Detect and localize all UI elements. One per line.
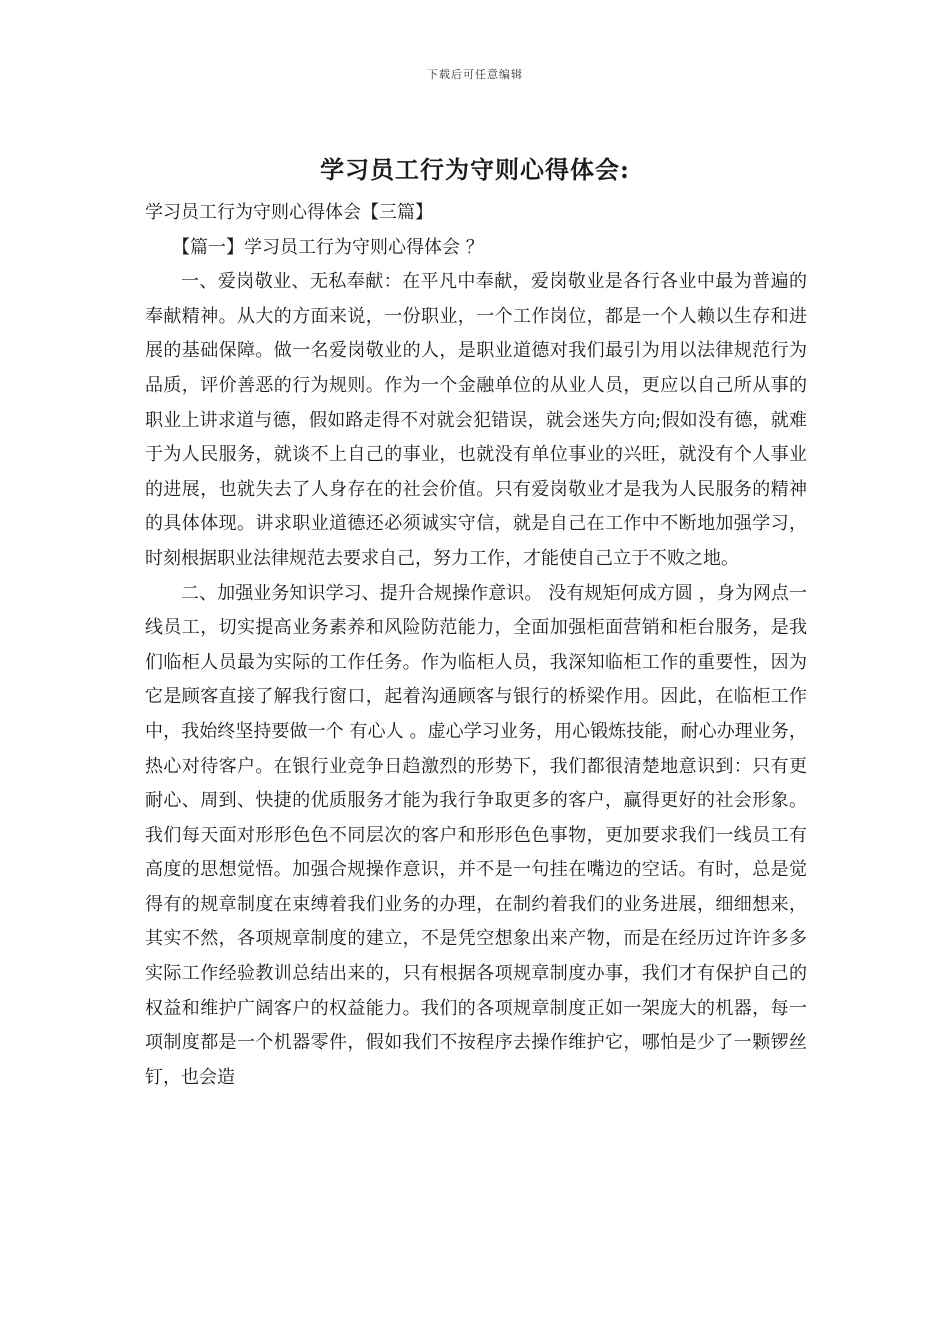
body-paragraph-2: 二、加强业务知识学习、提升合规操作意识。 没有规矩何成方圆 ，身为网点一线员工，切实提高业务素养和风险防范能力，全面加强柜面营销和柜台服务，是我们临柜人员最为实际的工作任务。作为临柜人员，我深知临柜工作的重要性，因为它是顾客直接了解我行窗口，起着沟通顾客与银行的桥梁作用。因此，在临柜工作中，我始终坚持要做一个 有心人 。虚心学习业务，用心锻炼技能，耐心办理业务，热心对待客户。在银行业竞争日趋激烈的形势下，我们都很清楚地意识到：只有更耐心、周到、快捷的优质服务才能为我行争取更多的客户，赢得更好的社会形象。我们每天面对形形色色不同层次的客户和形形色色事物，更加要求我们一线员工有高度的思想觉悟。加强合规操作意识，并不是一句挂在嘴边的空话。有时，总是觉得有的规章制度在束缚着我们业务的办理，在制约着我们的业务进展，细细想来，其实不然，各项规章制度的建立，不是凭空想象出来产物，而是在经历过许许多多实际工作经验教训总结出来的，只有根据各项规章制度办事，我们才有保护自己的权益和维护广阔客户的权益能力。我们的各项规章制度正如一架庞大的机器，每一项制度都是一个机器零件，假如我们不按程序去操作维护它，哪怕是少了一颗锣丝钉，也会造 bbox=[145, 582, 807, 1088]
document-body bbox=[145, 196, 807, 1095]
section-heading: 【篇一】学习员工行为守则心得体会 ？ bbox=[172, 236, 484, 258]
document-title: 学习员工行为守则心得体会: bbox=[320, 155, 630, 184]
body-paragraph-1: 一、爱岗敬业、无私奉献：在平凡中奉献，爱岗敬业是各行各业中最为普遍的奉献精神。从大的方面来说，一份职业，一个工作岗位，都是一个人赖以生存和进展的基础保障。做一名爱岗敬业的人，是职业道德对我们最引为用以法律规范行为品质，评价善恶的行为规则。作为一个金融单位的从业人员，更应以自己所从事的职业上讲求道与德，假如路走得不对就会犯错误，就会迷失方向;假如没有德，就难于为人民服务，就谈不上自己的事业，也就没有单位事业的兴旺，就没有个人事业的进展，也就失去了人身存在的社会价值。只有爱岗敬业才是我为人民服务的精神的具体体现。讲求职业道德还必须诚实守信，就是自己在工作中不断地加强学习，时刻根据职业法律规范去要求自己，努力工作，才能使自己立于不败之地。 bbox=[145, 271, 807, 569]
header-note: 下载后可任意编辑 bbox=[427, 68, 523, 81]
document-subtitle: 学习员工行为守则心得体会【三篇】 bbox=[145, 202, 433, 223]
